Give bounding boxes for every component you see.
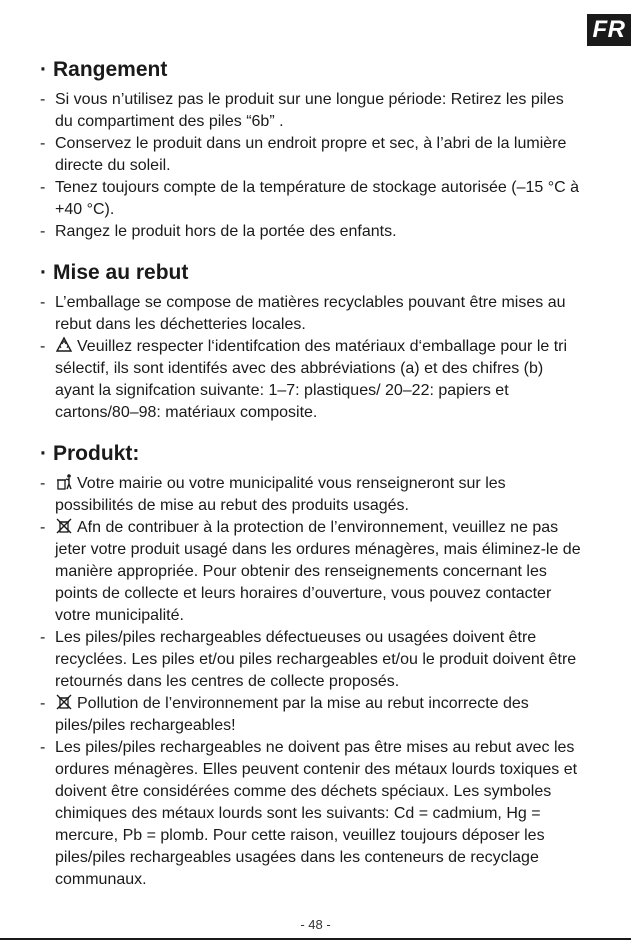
list-item: - Conservez le produit dans un endroit propre et sec, à l’abri de la lumière directe du soleil.: [40, 135, 567, 174]
list-item-text: L’emballage se compose de matières recyclables pouvant être mises au rebut dans les déchetteries locales.: [55, 294, 566, 333]
list-item-text: Afn de contribuer à la protection de l’environnement, veuillez ne pas jeter votre produit usagé dans les ordures ménagères, mais éliminez-le de manière appropriée. Pour obtenir des renseignements concernant les points de collecte et leurs horaires d’ouverture, vous pouvez contacter votre municipalité.: [55, 519, 581, 624]
crossed-out-bin-icon: [55, 517, 73, 535]
person-bin-icon: [55, 473, 73, 491]
section-title: · Produkt:: [40, 442, 140, 465]
list-item: - Si vous n’utilisez pas le produit sur une longue période: Retirez les piles du compartiment des piles “6b” .: [40, 91, 564, 130]
list-item-text: Votre mairie ou votre municipalité vous renseigneront sur les possibilités de mise au rebut des produits usagés.: [55, 475, 506, 514]
list-item: - Votre mairie ou votre municipalité vous renseigneront sur les possibilités de mise au rebut des produits usagés.: [40, 475, 506, 514]
list-item: - Les piles/piles rechargeables ne doivent pas être mises au rebut avec les ordures ménagères. Elles peuvent contenir des métaux lourds toxiques et doivent être considérées comme des déchets spéciaux. Les symboles chimiques des métaux lourds sont les suivants: Cd = cadmium, Hg = mercure, Pb = plomb. Pour cette raison, veuillez toujours déposer les piles/piles rechargeables usagées dans les conteneurs de recyclage communaux.: [40, 739, 578, 888]
list-item: - Afn de contribuer à la protection de l’environnement, veuillez ne pas jeter votre produit usagé dans les ordures ménagères, mais éliminez-le de manière appropriée. Pour obtenir des renseignements concernant les points de collecte et leurs horaires d’ouverture, vous pouvez contacter votre municipalité.: [40, 519, 581, 624]
list-item-text: Conservez le produit dans un endroit propre et sec, à l’abri de la lumière directe du soleil.: [55, 135, 567, 174]
section-title-text: Mise au rebut: [53, 261, 189, 284]
section-title-text: Rangement: [53, 58, 168, 81]
list-item: - Veuillez respecter l‘identifcation des matériaux d‘emballage pour le tri sélectif, ils sont identifés avec des abbréviations (a) et des chifres (b) ayant la signifcation suivante: 1–7: plastiques/ 20–22: papiers et cartons/80–98: matériaux composite.: [40, 338, 568, 421]
recycle-icon: [55, 336, 73, 354]
list-item: - Tenez toujours compte de la température de stockage autorisée (–15 °C à +40 °C).: [40, 179, 580, 218]
list-item-text: Tenez toujours compte de la température de stockage autorisée (–15 °C à +40 °C).: [55, 179, 580, 218]
list-item-text: Si vous n’utilisez pas le produit sur une longue période: Retirez les piles du compartiment des piles “6b” .: [55, 91, 564, 130]
page-content: [40, 56, 585, 907]
section-title-text: Produkt:: [53, 442, 140, 465]
footer-divider: [0, 938, 631, 940]
list-item-text: Les piles/piles rechargeables défectueuses ou usagées doivent être recyclées. Les piles et/ou piles rechargeables et/ou le produit doivent être retournés dans les centres de collecte proposés.: [55, 629, 577, 690]
list-item-text: Pollution de l’environnement par la mise au rebut incorrecte des piles/piles rechargeables!: [55, 695, 529, 734]
list-item: - L’emballage se compose de matières recyclables pouvant être mises au rebut dans les déchetteries locales.: [40, 294, 566, 333]
crossed-out-bin-icon: [55, 693, 73, 711]
section-rangement: [40, 56, 585, 243]
list-item-text: Veuillez respecter l‘identifcation des matériaux d‘emballage pour le tri sélectif, ils sont identifés avec des abbréviations (a) et des chifres (b) ayant la signifcation suivante: 1–7: plastiques/ 20–22: papiers et cartons/80–98: matériaux composite.: [55, 338, 568, 421]
list-item: - Rangez le produit hors de la portée des enfants.: [40, 223, 397, 240]
section-title: · Rangement: [40, 58, 168, 81]
language-badge: FR: [587, 14, 631, 46]
section-title: · Mise au rebut: [40, 261, 189, 284]
page-number: - 48 -: [300, 917, 331, 932]
section-produkt: [40, 440, 585, 891]
section-mise-au-rebut: [40, 259, 585, 424]
list-item: - Les piles/piles rechargeables défectueuses ou usagées doivent être recyclées. Les piles et/ou piles rechargeables et/ou le produit doivent être retournés dans les centres de collecte proposés.: [40, 629, 577, 690]
list-item-text: Les piles/piles rechargeables ne doivent pas être mises au rebut avec les ordures ménagères. Elles peuvent contenir des métaux lourds toxiques et doivent être considérées comme des déchets spéciaux. Les symboles chimiques des métaux lourds sont les suivants: Cd = cadmium, Hg = mercure, Pb = plomb. Pour cette raison, veuillez toujours déposer les piles/piles rechargeables usagées dans les conteneurs de recyclage communaux.: [55, 739, 578, 888]
list-item: - Pollution de l’environnement par la mise au rebut incorrecte des piles/piles rechargeables!: [40, 695, 529, 734]
list-item-text: Rangez le produit hors de la portée des enfants.: [55, 223, 397, 240]
